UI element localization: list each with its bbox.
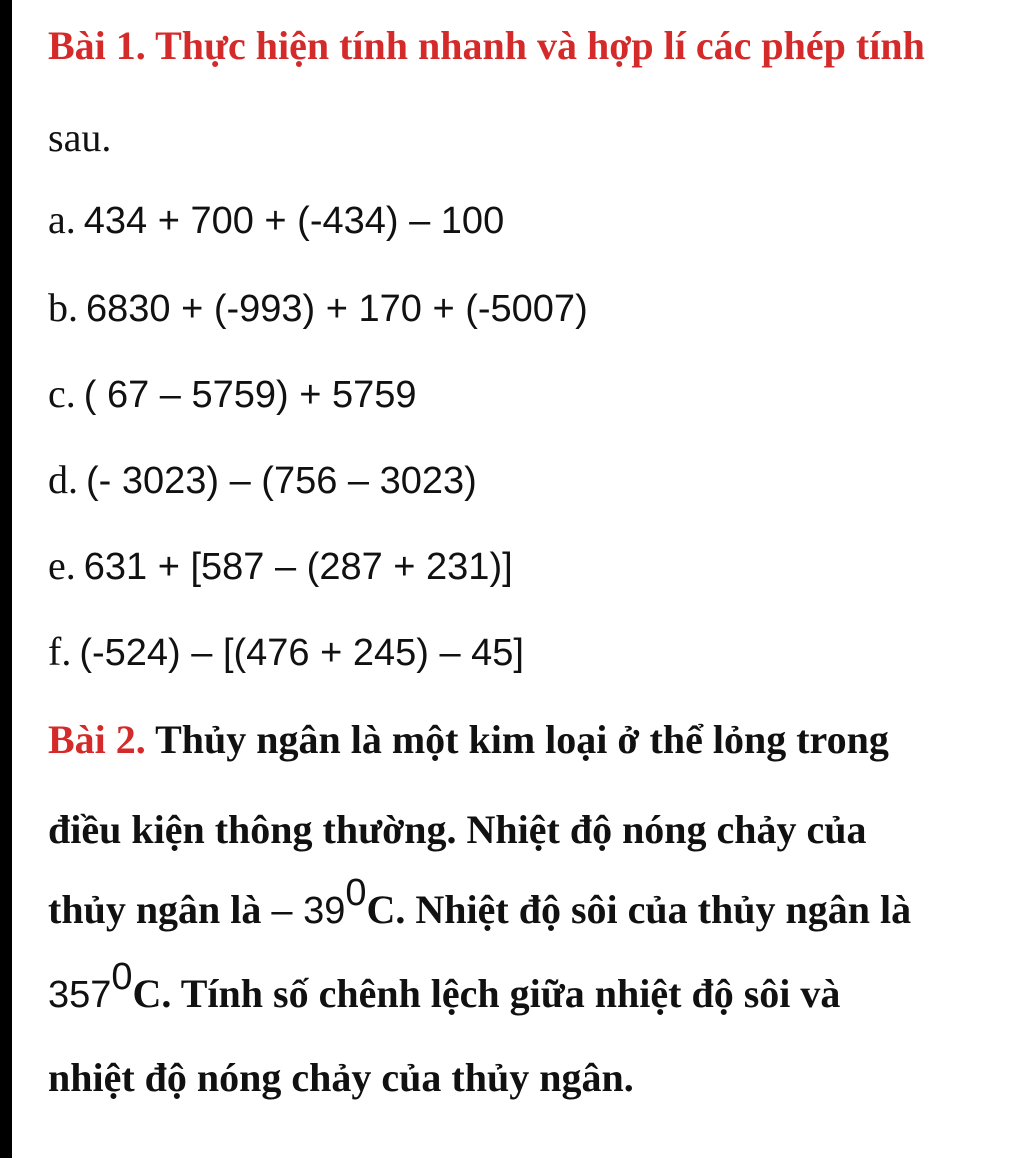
exercise1-title-line2: sau.	[48, 115, 112, 160]
item-label: d.	[48, 457, 78, 502]
exercise1-item-e	[48, 542, 513, 591]
item-label: b.	[48, 285, 78, 330]
exercise1-item-d	[48, 456, 477, 505]
boiling-point-value: 357	[48, 974, 112, 1016]
exercise1-item-b	[48, 284, 588, 333]
item-label: a.	[48, 197, 76, 242]
degree-superscript: 0	[345, 872, 367, 914]
exercise1-item-a	[48, 196, 504, 245]
exercise1-item-c	[48, 370, 417, 419]
exercise2-line3	[48, 872, 912, 935]
item-label: f.	[48, 629, 72, 674]
item-expression: ( 67 – 5759) + 5759	[83, 374, 417, 416]
exercise2-line1	[48, 716, 889, 764]
exercise2-line5: nhiệt độ nóng chảy của thủy ngân.	[48, 1055, 634, 1100]
exercise2-text: thủy ngân là	[48, 887, 272, 932]
exercise2-text: Thủy ngân là một kim loại ở thể lỏng trong	[145, 717, 889, 762]
melting-point-value: – 39	[271, 890, 346, 932]
item-label: e.	[48, 543, 76, 588]
exercise2-text: C. Tính số chênh lệch giữa nhiệt độ sôi và	[132, 971, 841, 1016]
item-expression: 6830 + (-993) + 170 + (-5007)	[86, 288, 588, 330]
document-page	[12, 0, 1024, 1158]
exercise1-title-line1: Bài 1. Thực hiện tính nhanh và hợp lí các phép tính	[48, 23, 925, 68]
item-expression: 434 + 700 + (-434) – 100	[83, 200, 505, 242]
item-label: c.	[48, 371, 76, 416]
degree-superscript: 0	[111, 956, 133, 998]
exercise1-item-f	[48, 628, 524, 677]
item-expression: 631 + [587 – (287 + 231)]	[83, 546, 513, 588]
item-expression: (- 3023) – (756 – 3023)	[86, 460, 477, 502]
exercise2-label: Bài 2.	[48, 717, 146, 762]
exercise2-text: C. Nhiệt độ sôi của thủy ngân là	[366, 887, 912, 932]
exercise2-line2: điều kiện thông thường. Nhiệt độ nóng chảy của	[48, 807, 867, 852]
item-expression: (-524) – [(476 + 245) – 45]	[79, 632, 524, 674]
exercise2-line4	[48, 956, 841, 1019]
